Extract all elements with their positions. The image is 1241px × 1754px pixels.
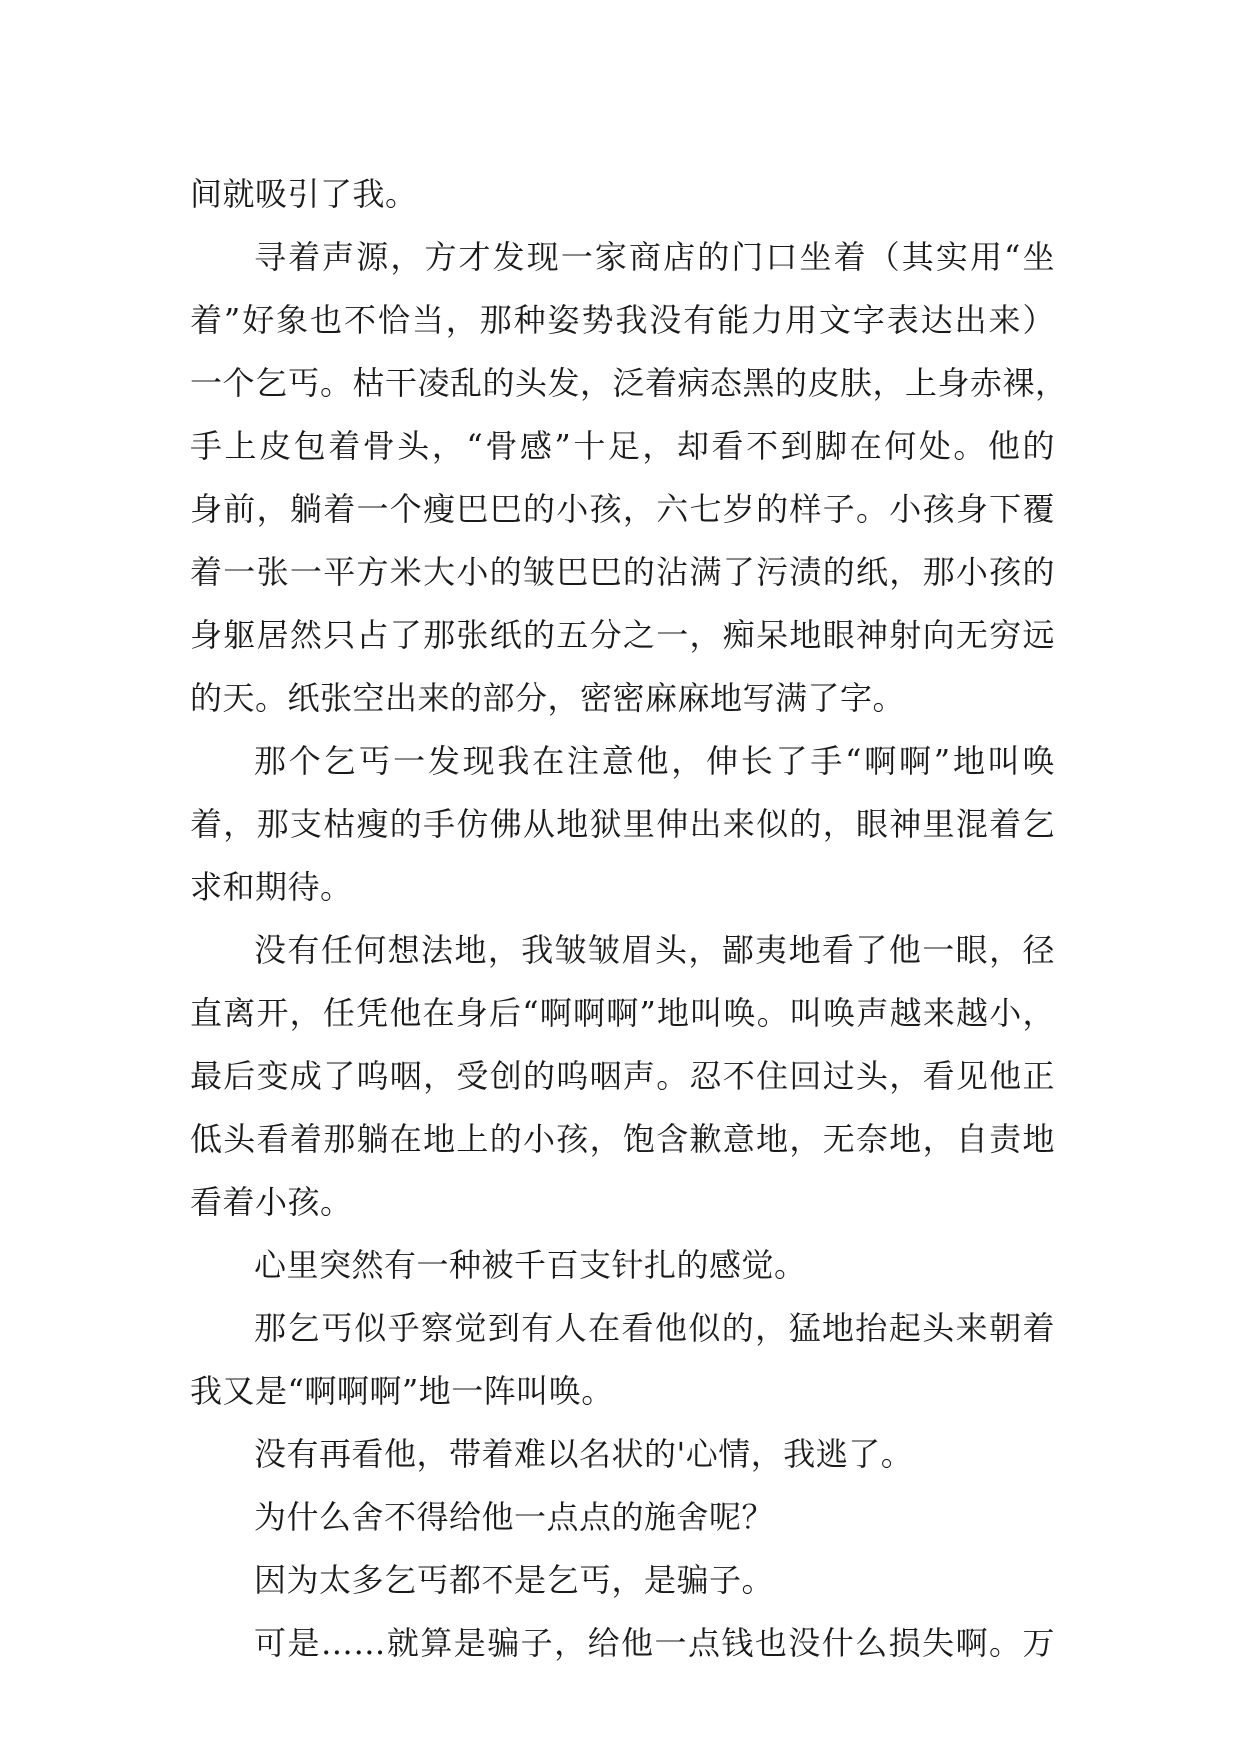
text-line: 求和期待。 xyxy=(190,868,353,906)
text-line: 着一张一平方米大小的皱巴巴的沾满了污渍的纸，那小孩的 xyxy=(190,553,1055,591)
text-line: 手上皮包着骨头，“骨感”十足，却看不到脚在何处。他的 xyxy=(190,427,1055,465)
text-line: 看着小孩。 xyxy=(190,1183,353,1221)
text-line: 寻着声源，方才发现一家商店的门口坐着（其实用“坐 xyxy=(254,238,1055,276)
text-line: 心里突然有一种被千百支针扎的感觉。 xyxy=(254,1246,807,1284)
text-line: 的天。纸张空出来的部分，密密麻麻地写满了字。 xyxy=(190,679,906,717)
text-line: 没有任何想法地，我皱皱眉头，鄙夷地看了他一眼，径 xyxy=(254,931,1055,969)
text-line: 着”好象也不恰当，那种姿势我没有能力用文字表达出来） xyxy=(190,301,1055,339)
text-line: 因为太多乞丐都不是乞丐，是骗子。 xyxy=(254,1561,775,1599)
text-line: 一个乞丐。枯干凌乱的头发，泛着病态黑的皮肤，上身赤裸， xyxy=(190,364,1068,402)
text-line: 直离开，任凭他在身后“啊啊啊”地叫唤。叫唤声越来越小， xyxy=(190,994,1055,1032)
text-line: 那乞丐似乎察觉到有人在看他似的，猛地抬起头来朝着 xyxy=(254,1309,1055,1347)
text-line: 最后变成了呜咽，受创的呜咽声。忍不住回过头，看见他正 xyxy=(190,1057,1055,1095)
text-line: 身躯居然只占了那张纸的五分之一，痴呆地眼神射向无穷远 xyxy=(190,616,1055,654)
article-body xyxy=(190,163,1068,1675)
text-line: 间就吸引了我。 xyxy=(190,175,418,213)
text-line: 低头看着那躺在地上的小孩，饱含歉意地，无奈地，自责地 xyxy=(190,1120,1055,1158)
text-line: 着，那支枯瘦的手仿佛从地狱里伸出来似的，眼神里混着乞 xyxy=(190,805,1055,843)
text-line: 我又是“啊啊啊”地一阵叫唤。 xyxy=(190,1372,614,1410)
text-line: 没有再看他，带着难以名状的'心情，我逃了。 xyxy=(254,1435,914,1473)
text-line: 那个乞丐一发现我在注意他，伸长了手“啊啊”地叫唤 xyxy=(254,742,1055,780)
text-line: 为什么舍不得给他一点点的施舍呢？ xyxy=(254,1498,775,1536)
text-line: 可是……就算是骗子，给他一点钱也没什么损失啊。万 xyxy=(254,1624,1055,1662)
text-line: 身前，躺着一个瘦巴巴的小孩，六七岁的样子。小孩身下覆 xyxy=(190,490,1055,528)
